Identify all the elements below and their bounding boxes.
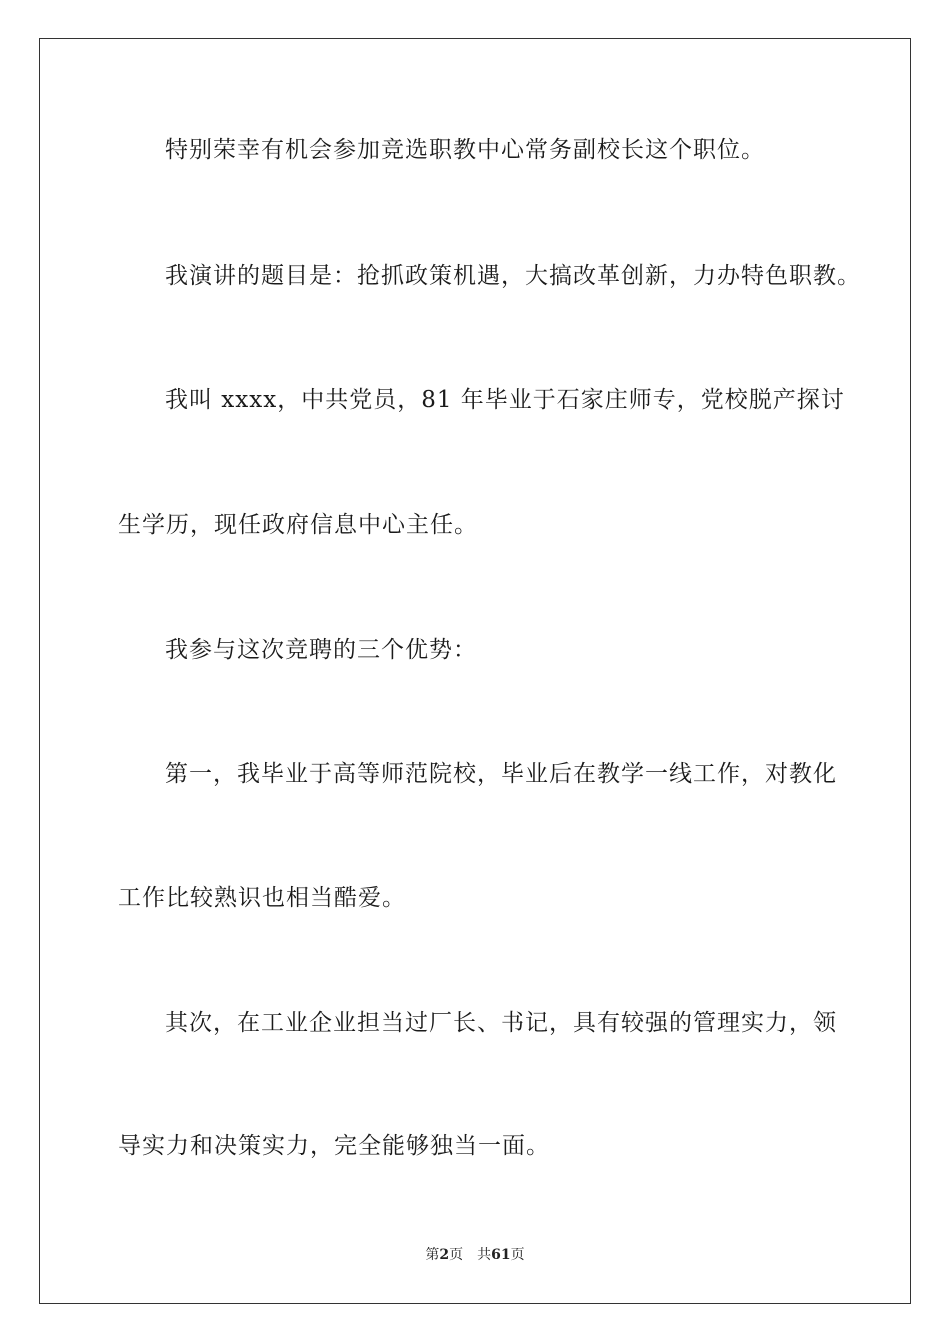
paragraph-line-3: 我叫 xxxx，中共党员，81 年毕业于石家庄师专，党校脱产探讨 (165, 387, 845, 413)
page-number: 2 (439, 1247, 450, 1263)
total-prefix: 共 (477, 1247, 492, 1263)
paragraph-line-8: 其次，在工业企业担当过厂长、书记，具有较强的管理实力，领 (165, 1010, 837, 1036)
paragraph-line-7: 工作比较熟识也相当酷爱。 (118, 885, 406, 911)
paragraph-line-5: 我参与这次竞聘的三个优势： (165, 637, 477, 663)
paragraph-line-9: 导实力和决策实力，完全能够独当一面。 (118, 1133, 550, 1159)
paragraph-line-2: 我演讲的题目是：抢抓政策机遇，大搞改革创新，力办特色职教。 (165, 263, 861, 289)
paragraph-line-6: 第一，我毕业于高等师范院校，毕业后在教学一线工作，对教化 (165, 761, 837, 787)
page-footer (0, 1246, 950, 1264)
total-suffix: 页 (510, 1247, 525, 1263)
page-border (39, 38, 911, 1304)
paragraph-line-4: 生学历，现任政府信息中心主任。 (118, 512, 478, 538)
page-suffix: 页 (449, 1247, 464, 1263)
paragraph-line-1: 特别荣幸有机会参加竞选职教中心常务副校长这个职位。 (165, 137, 765, 163)
page-prefix: 第 (425, 1247, 440, 1263)
total-pages: 61 (491, 1247, 511, 1263)
